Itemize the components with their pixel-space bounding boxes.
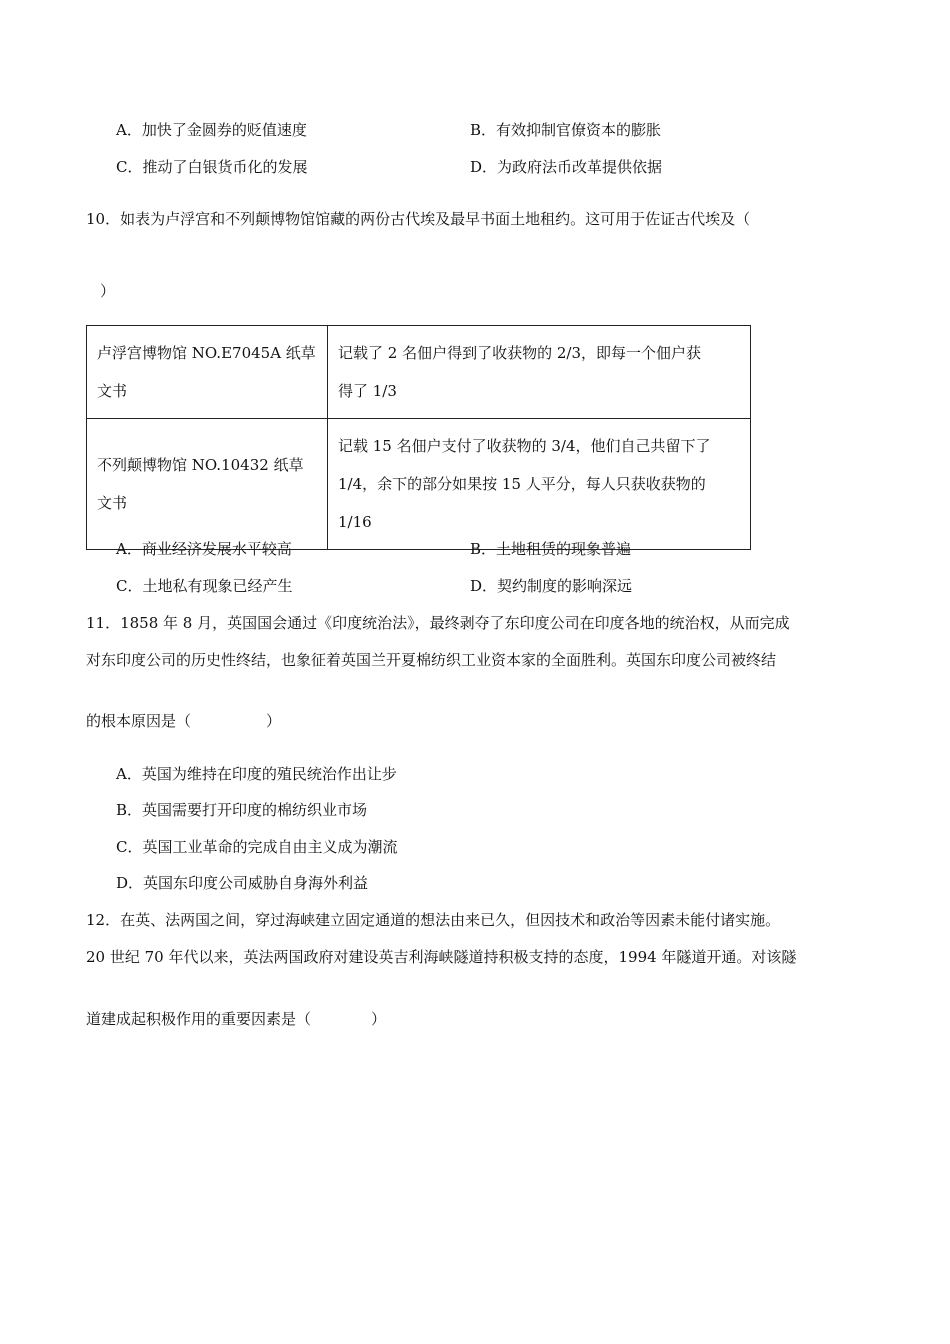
q11-stem-line3: 的根本原因是（ ） — [86, 712, 282, 730]
q10-stem-line1: 10．如表为卢浮宫和不列颠博物馆馆藏的两份古代埃及最早书面土地租约。这可用于佐证古代埃及（ — [86, 210, 751, 228]
q12-stem-line3: 道建成起积极作用的重要因素是（ ） — [86, 1010, 387, 1028]
source-line: 文书 — [97, 494, 128, 512]
source-line: 不列颠博物馆 NO.10432 纸草 — [97, 456, 304, 474]
q11-option-d: D．英国东印度公司威胁自身海外利益 — [116, 874, 369, 892]
source-line: 卢浮宫博物馆 NO.E7045A 纸草 — [97, 344, 316, 362]
content-line: 得了 1/3 — [338, 382, 397, 400]
table-cell-content — [328, 419, 751, 550]
q11-stem-line1: 11．1858 年 8 月，英国国会通过《印度统治法》，最终剥夺了东印度公司在印度各地的统治权，从而完成 — [86, 614, 790, 632]
table-row — [87, 419, 751, 550]
table-cell-content — [328, 326, 751, 419]
content-line: 记载 15 名佃户支付了收获物的 3/4，他们自己共留下了 — [338, 437, 711, 455]
content-line: 记载了 2 名佃户得到了收获物的 2/3，即每一个佃户获 — [338, 344, 701, 362]
table-cell-source — [87, 419, 328, 550]
q10-rent-table — [86, 325, 751, 550]
q11-option-c: C．英国工业革命的完成自由主义成为潮流 — [116, 838, 398, 856]
q12-stem-line2: 20 世纪 70 年代以来，英法两国政府对建设英吉利海峡隧道持积极支持的态度，1994 年隧道开通。对该隧 — [86, 948, 797, 966]
q10-option-a: A．商业经济发展水平较高 — [116, 540, 292, 558]
q9-option-a: A．加快了金圆券的贬值速度 — [116, 121, 307, 139]
q12-stem-line1: 12．在英、法两国之间，穿过海峡建立固定通道的想法由来已久，但因技术和政治等因素未能付诸实施。 — [86, 911, 781, 929]
q11-option-b: B．英国需要打开印度的棉纺织业市场 — [116, 801, 368, 819]
q10-option-c: C．土地私有现象已经产生 — [116, 577, 293, 595]
source-line: 文书 — [97, 382, 128, 400]
content-line: 1/16 — [338, 513, 372, 531]
q10-option-b: B．土地租赁的现象普遍 — [470, 540, 632, 558]
q11-option-a: A．英国为维持在印度的殖民统治作出让步 — [116, 765, 397, 783]
content-line: 1/4，余下的部分如果按 15 人平分，每人只获收获物的 — [338, 475, 706, 493]
table-cell-source — [87, 326, 328, 419]
q9-option-c: C．推动了白银货币化的发展 — [116, 158, 308, 176]
q11-stem-line2: 对东印度公司的历史性终结，也象征着英国兰开夏棉纺织工业资本家的全面胜利。英国东印度公司被终结 — [86, 651, 777, 669]
q10-option-d: D．契约制度的影响深远 — [470, 577, 633, 595]
q9-option-b: B．有效抑制官僚资本的膨胀 — [470, 121, 662, 139]
q10-stem-line2: ） — [100, 282, 116, 300]
q9-option-d: D．为政府法币改革提供依据 — [470, 158, 663, 176]
table-row — [87, 326, 751, 419]
